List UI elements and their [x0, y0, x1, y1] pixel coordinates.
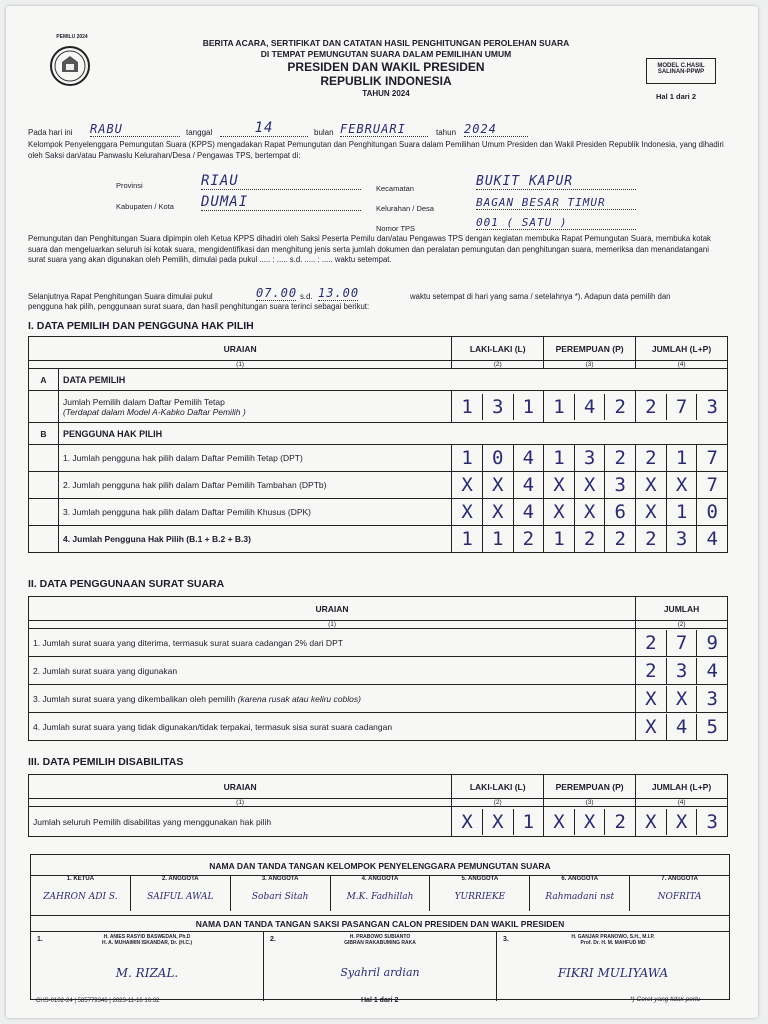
digit-cell: 9: [696, 630, 727, 656]
b3-female: [544, 499, 635, 525]
digit-cell: 4: [574, 394, 605, 420]
idx-3: (3): [544, 361, 636, 369]
b2-total: [636, 472, 727, 498]
village-value: BAGAN BESAR TIMUR: [476, 196, 636, 210]
regency-value: DUMAI: [201, 194, 361, 211]
digit-cell: 7: [696, 472, 727, 498]
time-end: 13.00: [318, 286, 360, 300]
digit-cell: 2: [604, 809, 635, 835]
digit-cell: 0: [482, 445, 513, 471]
b3-label: 3. Jumlah pengguna hak pilih dalam Daftar Pemilih Khusus (DPK): [58, 499, 451, 526]
section-1-table: [28, 336, 728, 553]
kpps-anggota-4: 4. ANGGOTA M.K. Fadhillah: [331, 876, 431, 911]
b2-label: 2. Jumlah pengguna hak pilih dalam Daftar Pemilih Tambahan (DPTb): [58, 472, 451, 499]
b1-female: [544, 445, 635, 471]
digit-cell: 3: [482, 394, 513, 420]
s2-row4-label: 4. Jumlah surat suara yang tidak digunakan/tidak terpakai, termasuk sisa surat suara cadangan: [29, 713, 636, 741]
s3-col-uraian: URAIAN: [29, 775, 452, 799]
s2-idx-2: (2): [636, 621, 728, 629]
dpt-label-2: (Terdapat dalam Model A-Kabko Daftar Pemilih ): [62, 406, 246, 417]
witness-3: 3. H. GANJAR PRANOWO, S.H., M.I.P. Prof. Dr. H. M. MAHFUD MD FIKRI MULIYAWA: [503, 934, 669, 980]
digit-cell: X: [553, 501, 565, 523]
tps-label: Nomor TPS: [376, 224, 416, 233]
digit-cell: 3: [666, 526, 697, 552]
kpps-anggota-5: 5. ANGGOTA YURRIEKE: [430, 876, 530, 911]
digit-cell: 1: [513, 394, 544, 420]
signature-box: [30, 854, 730, 1000]
digit-cell: 3: [696, 686, 727, 712]
kpps-row: [31, 875, 729, 911]
digit-cell: X: [645, 810, 657, 833]
col-uraian: URAIAN: [29, 337, 452, 361]
kpps-title: NAMA DAN TANDA TANGAN KELOMPOK PENYELENGGARA PEMUNGUTAN SUARA: [209, 861, 551, 871]
header-line-1: BERITA ACARA, SERTIFIKAT DAN CATATAN HASIL PENGHITUNGAN PEROLEHAN SUARA: [202, 38, 570, 48]
kpps-anggota-7: 7. ANGGOTA NOFRITA: [657, 876, 702, 902]
digit-cell: 4: [513, 472, 544, 498]
digit-cell: 4: [513, 445, 544, 471]
header-line-4: REPUBLIK INDONESIA: [320, 74, 452, 88]
b4-male: [452, 526, 543, 552]
digit-cell: 7: [696, 445, 727, 471]
s2-row1-label: 1. Jumlah surat suara yang diterima, termasuk surat suara cadangan 2% dari DPT: [29, 629, 636, 657]
s3-col-male: LAKI-LAKI (L): [452, 775, 544, 799]
digit-cell: X: [574, 809, 605, 835]
model-line-2: SALINAN-PPWP: [657, 69, 705, 75]
digit-cell: X: [666, 472, 697, 498]
digit-cell: 5: [696, 714, 727, 740]
digit-cell: X: [666, 809, 697, 835]
intro-paragraph: Kelompok Penyelenggara Pemungutan Suara (KPPS) mengadakan Rapat Pemungutan dan Penghitungan Suara dalam Pemilihan Umum Presiden dan Wakil Presiden Republik Indonesia, yang dihadiri oleh Saksi dan/atau Panwaslu Kelurahan/Desa / Pengawas TPS, bertempat di:: [28, 140, 724, 160]
digit-cell: X: [553, 810, 565, 833]
model-box: [646, 58, 716, 84]
digit-cell: 2: [645, 447, 657, 469]
province-label: Provinsi: [116, 181, 143, 190]
s3-idx-4: (4): [636, 799, 728, 807]
footer-note: *) Coret yang tidak perlu: [630, 996, 701, 1003]
s2-idx-1: (1): [29, 621, 636, 629]
s3-idx-2: (2): [452, 799, 544, 807]
s2-row1-value: [636, 630, 727, 656]
digit-cell: 1: [666, 499, 697, 525]
header-line-3: PRESIDEN DAN WAKIL PRESIDEN: [287, 60, 485, 74]
month-value: FEBRUARI: [340, 122, 428, 137]
footer-code: CHS-0102-24 | 585779346 | 2023-11-16 16:32: [36, 998, 160, 1004]
idx-4: (4): [636, 361, 728, 369]
s3-col-female: PEREMPUAN (P): [544, 775, 636, 799]
year-label: tahun: [436, 128, 457, 137]
date-value: 14: [220, 120, 308, 137]
time-sd: s.d.: [300, 292, 313, 301]
s2-row3-text: 3. Jumlah surat suara yang dikembalikan oleh pemilih: [33, 693, 236, 704]
b4-female: [544, 526, 635, 552]
s2-row4-value: [636, 714, 727, 740]
digit-cell: X: [574, 472, 605, 498]
col-male: LAKI-LAKI (L): [452, 337, 544, 361]
s2-row3-note: (karena rusak atau keliru coblos): [237, 693, 361, 704]
date-label: tanggal: [186, 128, 213, 137]
s2-row2-value: [636, 658, 727, 684]
kpps-anggota-6: 6. ANGGOTA Rahmadani nst: [530, 876, 630, 911]
digit-cell: 1: [461, 447, 473, 469]
digit-cell: 4: [513, 499, 544, 525]
section-1-title: I. DATA PEMILIH DAN PENGGUNA HAK PILIH: [28, 320, 254, 332]
group-b-letter: B: [29, 423, 59, 445]
digit-cell: X: [666, 686, 697, 712]
digit-cell: 4: [696, 658, 727, 684]
regency-label: Kabupaten / Kota: [116, 202, 174, 211]
digit-cell: 7: [666, 394, 697, 420]
logo-caption: PEMILU 2024: [56, 34, 88, 40]
digit-cell: 4: [666, 714, 697, 740]
s3-row-label: Jumlah seluruh Pemilih disabilitas yang menggunakan hak pilih: [29, 807, 452, 837]
day-value: RABU: [90, 122, 180, 137]
s3-female: [544, 809, 635, 835]
b3-male: [452, 499, 543, 525]
form-page: [6, 6, 758, 1018]
b1-label: 1. Jumlah pengguna hak pilih dalam Daftar Pemilih Tetap (DPT): [58, 445, 451, 472]
digit-cell: 2: [645, 528, 657, 550]
kpu-emblem-icon: [52, 48, 88, 84]
digit-cell: 1: [461, 528, 473, 550]
digit-cell: X: [574, 499, 605, 525]
s3-col-total: JUMLAH (L+P): [636, 775, 728, 799]
group-a-title: DATA PEMILIH: [58, 369, 727, 391]
province-value: RIAU: [201, 173, 361, 190]
idx-2: (2): [452, 361, 544, 369]
digit-cell: 2: [513, 526, 544, 552]
tps-value: 001 ( SATU ): [476, 216, 636, 230]
digit-cell: X: [645, 715, 657, 738]
procedure-paragraph: Pemungutan dan Penghitungan Suara dipimpin oleh Ketua KPPS dihadiri oleh Saksi Peserta Pemilu dan/atau Pengawas TPS dengan kegiatan membuka Rapat Pemungutan Suara, membuka kotak suara dan mengeluarkan seluruh isi kotak suara, mengidentifikasi dan menghitung jenis serta jumlah dokumen dan peralatan pemungutan dan penghitungan suara, memeriksa dan menandatangani surat suara yang akan digunakan oleh Pemilih, dimulai pada pukul ..... : ..... s.d. ..... : ..... waktu setempat.: [28, 234, 711, 264]
digit-cell: X: [645, 501, 657, 523]
district-label: Kecamatan: [376, 184, 414, 193]
s3-idx-3: (3): [544, 799, 636, 807]
s3-male: [452, 809, 543, 835]
kpps-anggota-3: 3. ANGGOTA Sobari Sitah: [231, 876, 331, 911]
digit-cell: 1: [553, 395, 565, 418]
digit-cell: 3: [604, 472, 635, 498]
digit-cell: 2: [574, 526, 605, 552]
s2-row3-label: [29, 685, 636, 713]
village-label: Kelurahan / Desa: [376, 204, 434, 213]
digit-cell: X: [461, 501, 473, 523]
b1-male: [452, 445, 543, 471]
district-value: BUKIT KAPUR: [476, 174, 636, 190]
digit-cell: 2: [645, 395, 657, 418]
b2-female: [544, 472, 635, 498]
digit-cell: 2: [645, 659, 657, 682]
witness-title: NAMA DAN TANDA TANGAN SAKSI PASANGAN CALON PRESIDEN DAN WAKIL PRESIDEN: [31, 915, 729, 929]
witness-row: [31, 931, 729, 1001]
idx-1: (1): [29, 361, 452, 369]
b4-total: [636, 526, 727, 552]
day-label: Pada hari ini: [28, 128, 73, 137]
s2-row2-label: 2. Jumlah surat suara yang digunakan: [29, 657, 636, 685]
group-b-title: PENGGUNA HAK PILIH: [58, 423, 727, 445]
digit-cell: 1: [666, 445, 697, 471]
b3-total: [636, 499, 727, 525]
digit-cell: 3: [696, 394, 727, 420]
dpt-label-1: Jumlah Pemilih dalam Daftar Pemilih Tetap: [62, 396, 225, 407]
digit-cell: 1: [461, 395, 473, 418]
s2-col-jumlah: JUMLAH: [636, 597, 728, 621]
digit-cell: X: [553, 474, 565, 496]
time-start: 07.00: [256, 286, 298, 300]
digit-cell: 2: [645, 631, 657, 654]
kpps-anggota-2: 2. ANGGOTA SAIFUL AWAL: [131, 876, 231, 911]
dpt-female: [544, 394, 635, 420]
digit-cell: X: [482, 499, 513, 525]
b4-label: 4. Jumlah Pengguna Hak Pilih (B.1 + B.2 + B.3): [58, 526, 451, 553]
digit-cell: 1: [513, 809, 544, 835]
digit-cell: 7: [666, 630, 697, 656]
footer-page: Hal 1 dari 2: [361, 997, 399, 1004]
digit-cell: X: [461, 810, 473, 833]
dpt-row-label: [58, 391, 451, 423]
digit-cell: X: [645, 474, 657, 496]
witness-2: 2. H. PRABOWO SUBIANTO GIBRAN RAKABUMING RAKA Syahril ardian: [264, 932, 497, 1001]
time-tail-2: pengguna hak pilih, penggunaan surat suara, dan hasil penghitungan suara terinci sebagai berikut:: [28, 302, 370, 311]
s2-row3-value: [636, 686, 727, 712]
col-female: PEREMPUAN (P): [544, 337, 636, 361]
col-total: JUMLAH (L+P): [636, 337, 728, 361]
kpu-logo: [50, 46, 90, 86]
kpps-ketua: 1. KETUA ZAHRON ADI S.: [31, 876, 131, 911]
digit-cell: 2: [604, 526, 635, 552]
digit-cell: X: [461, 474, 473, 496]
section-2-title: II. DATA PENGGUNAAN SURAT SUARA: [28, 578, 225, 590]
page-indicator-top: Hal 1 dari 2: [656, 92, 697, 101]
header-line-2: DI TEMPAT PEMUNGUTAN SUARA DALAM PEMILIHAN UMUM: [260, 49, 512, 59]
time-line: [28, 288, 728, 312]
digit-cell: 4: [696, 526, 727, 552]
header-year: TAHUN 2024: [362, 89, 410, 98]
digit-cell: 6: [604, 499, 635, 525]
digit-cell: 1: [482, 526, 513, 552]
section-3-table: [28, 774, 728, 837]
digit-cell: 1: [553, 528, 565, 550]
digit-cell: 1: [553, 447, 565, 469]
digit-cell: 0: [696, 499, 727, 525]
digit-cell: X: [645, 687, 657, 710]
date-line: [28, 120, 728, 138]
time-label: Selanjutnya Rapat Penghitungan Suara dimulai pukul: [28, 292, 213, 301]
dpt-total: [636, 394, 727, 420]
digit-cell: 3: [666, 658, 697, 684]
digit-cell: 2: [604, 394, 635, 420]
s2-col-uraian: URAIAN: [29, 597, 636, 621]
b2-male: [452, 472, 543, 498]
s3-idx-1: (1): [29, 799, 452, 807]
month-label: bulan: [314, 128, 334, 137]
year-value: 2024: [464, 122, 528, 137]
digit-cell: X: [482, 809, 513, 835]
digit-cell: 3: [574, 445, 605, 471]
s3-total: [636, 809, 727, 835]
digit-cell: 3: [696, 809, 727, 835]
b1-total: [636, 445, 727, 471]
section-2-table: [28, 596, 728, 741]
witness-1: 1. H. ANIES RASYID BASWEDAN, Ph.D H. A. MUHAIMIN ISKANDAR, Dr. (H.C.) M. RIZAL.: [31, 932, 264, 1001]
model-line-1: MODEL C.HASIL: [657, 63, 705, 69]
time-tail: waktu setempat di hari yang sama / setelahnya *). Adapun data pemilih dan: [410, 292, 671, 301]
section-3-title: III. DATA PEMILIH DISABILITAS: [28, 756, 184, 768]
digit-cell: 2: [604, 445, 635, 471]
group-a-letter: A: [29, 369, 59, 391]
dpt-male: [452, 394, 543, 420]
digit-cell: X: [482, 472, 513, 498]
